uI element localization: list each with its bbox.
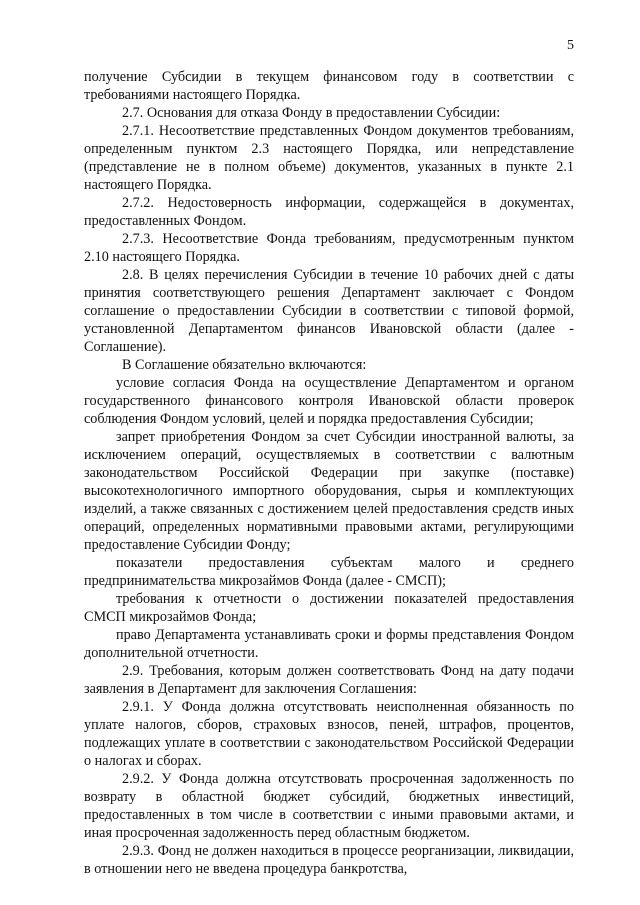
paragraph-subsidy-receipt: получение Субсидии в текущем финансовом году в соответствии с требованиями настоящего Порядка. [84, 69, 574, 103]
paragraph-2-9-1: 2.9.1. У Фонда должна отсутствовать неисполненная обязанность по уплате налогов, сборов, страховых взносов, пеней, штрафов, процентов, подлежащих уплате в соответствии с законодательством Российской Федерации о налогах и сборах. [84, 699, 574, 769]
paragraph-2-7-1: 2.7.1. Несоответствие представленных Фондом документов требованиям, определенным пунктом 2.3 настоящего Порядка, или непредставление (представление не в полном объеме) документов, указанных в пункте 2.1 настоящего Порядка. [84, 123, 574, 193]
paragraph-2-9: 2.9. Требования, которым должен соответствовать Фонд на дату подачи заявления в Департамент для заключения Соглашения: [84, 663, 574, 697]
paragraph-2-9-2: 2.9.2. У Фонда должна отсутствовать просроченная задолженность по возврату в областной бюджет субсидий, бюджетных инвестиций, предоставленных в том числе в соответствии с иными правовыми актами, и иная просроченная задолженность перед областным бюджетом. [84, 771, 574, 841]
paragraph-currency-ban: запрет приобретения Фондом за счет Субсидии иностранной валюты, за исключением операций, осуществляемых в соответствии с валютным законодательством Российской Федерации при закупке (поставке) высокотехнологичного импортного оборудования, сырья и комплектующих изделий, а также связанных с достижением целей предоставления средств иных операций, определенных нормативными правовыми актами, регулирующими предоставление Субсидии Фонду; [84, 429, 574, 553]
paragraph-department-right: право Департамента устанавливать сроки и формы представления Фондом дополнительной отчетности. [84, 627, 574, 661]
paragraph-2-7-2: 2.7.2. Недостоверность информации, содержащейся в документах, предоставленных Фондом. [84, 195, 574, 229]
paragraph-reporting-requirements: требования к отчетности о достижении показателей предоставления СМСП микрозаймов Фонда; [84, 591, 574, 625]
document-body [84, 68, 574, 878]
page-number: 5 [567, 38, 574, 53]
paragraph-2-8: 2.8. В целях перечисления Субсидии в течение 10 рабочих дней с даты принятия соответствующего решения Департамент заключает с Фондом соглашение о предоставлении Субсидии в соответствии с типовой формой, установленной Департаментом финансов Ивановской области (далее - Соглашение). [84, 267, 574, 355]
paragraph-2-9-3: 2.9.3. Фонд не должен находиться в процессе реорганизации, ликвидации, в отношении него не введена процедура банкротства, [84, 843, 574, 877]
paragraph-2-7: 2.7. Основания для отказа Фонду в предоставлении Субсидии: [122, 105, 501, 121]
paragraph-agreement-includes: В Соглашение обязательно включаются: [122, 357, 367, 373]
paragraph-indicators: показатели предоставления субъектам малого и среднего предпринимательства микрозаймов Фонда (далее - СМСП); [84, 555, 574, 589]
paragraph-consent-condition: условие согласия Фонда на осуществление Департаментом и органом государственного финансового контроля Ивановской области проверок соблюдения Фондом условий, целей и порядка предоставления Субсидии; [84, 375, 574, 427]
paragraph-2-7-3: 2.7.3. Несоответствие Фонда требованиям, предусмотренным пунктом 2.10 настоящего Порядка. [84, 231, 574, 265]
